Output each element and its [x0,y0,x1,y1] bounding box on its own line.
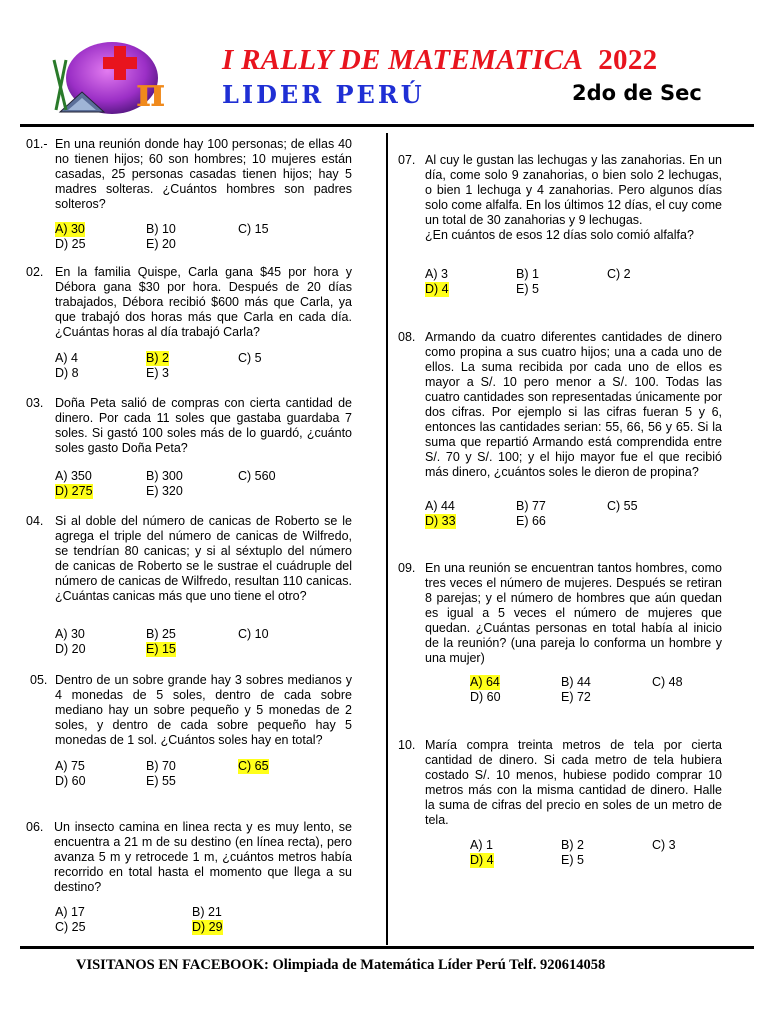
option-b: B) 2 [561,838,584,852]
option-a: A) 30 [55,222,85,236]
option-a: A) 4 [55,351,78,365]
option-a: A) 350 [55,469,92,483]
question-number: 10. [398,738,416,752]
option-c: C) 15 [238,222,269,236]
option-a: A) 64 [470,675,500,689]
question-07 [398,153,722,243]
question-number: 05. [30,673,48,687]
question-text: Dentro de un sobre grande hay 3 sobres medianos y 4 monedas de 5 soles, dentro de cada sobre mediano hay un sobre pequeño y 5 monedas de 2 soles, y dentro de cada sobre pequeño hay 5 monedas de 1 sol. ¿Cuántos soles hay en total? [55,673,352,747]
option-d: D) 29 [192,920,223,934]
option-e: E) 72 [561,690,591,704]
option-d: D) 8 [55,366,79,380]
option-c: C) 10 [238,627,269,641]
option-b: B) 25 [146,627,176,641]
option-d: D) 20 [55,642,86,656]
question-02 [26,265,352,340]
question-number: 08. [398,330,416,344]
option-e: E) 20 [146,237,176,251]
option-b: B) 2 [146,351,169,365]
option-c: C) 55 [607,499,638,513]
option-b: B) 21 [192,905,222,919]
option-e: E) 5 [516,282,539,296]
question-text: Un insecto camina en linea recta y es muy lento, se encuentra a 21 m de su destino (en línea recta), pero avanza 5 m y retrocede 1 m, ¿cuántos metros había recorrido en total hasta el momento que llega a su destino? [54,820,352,894]
option-b: B) 1 [516,267,539,281]
footer-text: Olimpiada de Matemática Líder Perú Telf. 920614058 [272,957,606,973]
question-number: 07. [398,153,416,167]
question-04 [26,514,352,604]
footer-label: VISITANOS EN FACEBOOK: [76,957,269,973]
question-text: Si al doble del número de canicas de Roberto se le agrega el triple del número de canicas de Wilfredo, se tendrían 80 canicas; y si al séxtuplo del número de canicas de Roberto se le sustrae el cuádruple del número de canicas de Wilfredo, resultan 110 canicas. ¿Cuántas canicas más que uno tiene el otro? [55,514,352,603]
option-a: A) 44 [425,499,455,513]
question-text: En una reunión donde hay 100 personas; de ellas 40 no tienen hijos; 60 son hombres; 10 mujeres están casadas, 25 personas casadas tienen hijos; hay 5 madres solteras. ¿Cuántos hombres son padres solteros? [55,137,352,211]
question-subtext: ¿En cuántos de esos 12 días solo comió alfalfa? [425,228,694,242]
option-b: B) 10 [146,222,176,236]
option-d: D) 33 [425,514,456,528]
option-e: E) 55 [146,774,176,788]
option-c: C) 3 [652,838,676,852]
header-divider [20,124,754,127]
question-text: En la familia Quispe, Carla gana $45 por hora y Débora gana $30 por hora. Después de 20 días trabajados, Débora recibió $600 más que Carla, ya que trabajó dos horas más que Carla en cada día. ¿Cuántas horas al día trabajó Carla? [55,265,352,339]
option-c: C) 2 [607,267,631,281]
option-d: D) 275 [55,484,93,498]
option-e: E) 15 [146,642,176,656]
question-text: Armando da cuatro diferentes cantidades de dinero como propina a sus cuatro hijos; una a cada uno de ellos. La suma recibida por cada uno de ellos es mayor a S/. 10 pero menor a S/. 100. Todas las cuatro cantidades son representadas únicamente por dos cifras. Por ejemplo si las cifras fueran 5 y 6, entonces las cantidades serian: 55, 66, 56 y 65. Si la suma que repartió Armando está comprendida entre S/. 70 y S/. 100; y el hijo mayor fue el que recibió más dinero, ¿cuántos soles le dieron de propina? [425,330,722,479]
option-d: D) 4 [425,282,449,296]
question-01 [26,137,352,212]
question-number: 04. [26,514,44,528]
option-d: D) 25 [55,237,86,251]
question-03 [26,396,352,456]
column-divider [386,133,388,945]
option-c: C) 65 [238,759,269,773]
option-a: A) 17 [55,905,85,919]
question-text: Doña Peta salió de compras con cierta cantidad de dinero. Por cada 11 soles que gastaba guardaba 7 soles. Si gastó 100 soles más de lo guardó, ¿cuánto soles gasto Doña Peta? [55,396,352,455]
option-b: B) 70 [146,759,176,773]
option-d: D) 4 [470,853,494,867]
option-e: E) 320 [146,484,183,498]
question-text: En una reunión se encuentran tantos hombres, como tres veces el número de mujeres. Después se retiran 8 parejas; y el número de hombres que aún quedan es igual a 5 veces el número de mujeres que quedan. ¿Cuántas personas en total había al inicio de la reunión? (una pareja lo conforma un hombre y una mujer) [425,561,722,665]
question-number: 06. [26,820,44,834]
option-e: E) 5 [561,853,584,867]
question-number: 02. [26,265,44,279]
option-a: A) 30 [55,627,85,641]
org-name: LIDER PERÚ [222,80,425,109]
year-label: 2022 [598,44,658,76]
grade-label: 2do de Sec [572,81,702,105]
option-c: C) 560 [238,469,276,483]
footer-note [76,957,605,974]
option-c: C) 5 [238,351,262,365]
option-a: A) 3 [425,267,448,281]
option-c: C) 25 [55,920,86,934]
option-b: B) 77 [516,499,546,513]
rally-title: I RALLY DE MATEMATICA 2022 [222,44,658,76]
question-number: 03. [26,396,44,410]
math-logo [44,40,172,116]
question-number: 09. [398,561,416,575]
question-06 [26,820,352,895]
option-b: B) 44 [561,675,591,689]
option-a: A) 1 [470,838,493,852]
question-10 [398,738,722,828]
option-c: C) 48 [652,675,683,689]
option-a: A) 75 [55,759,85,773]
question-text: Al cuy le gustan las lechugas y las zanahorias. En un día, come solo 9 zanahorias, o bien solo 2 lechugas, o bien 1 lechuga y 4 zanahorias. Pero algunos días solo come alfalfa. En los últimos 12 días, el cuy come un total de 30 zanahorias y 9 lechugas. [425,153,722,227]
option-b: B) 300 [146,469,183,483]
option-d: D) 60 [55,774,86,788]
option-e: E) 66 [516,514,546,528]
option-d: D) 60 [470,690,501,704]
footer-divider [20,946,754,949]
pi-symbol: π [136,69,166,116]
option-e: E) 3 [146,366,169,380]
question-text: María compra treinta metros de tela por cierta cantidad de dinero. Si cada metro de tela hubiera costado S/. 10 menos, hubiese podido comprar 10 metros más con la misma cantidad de dinero. Halle la suma de cifras del precio en soles de un metro de tela. [425,738,722,827]
question-number: 01.- [26,137,48,151]
question-09 [398,561,722,666]
question-08 [398,330,722,480]
question-05 [30,673,352,748]
